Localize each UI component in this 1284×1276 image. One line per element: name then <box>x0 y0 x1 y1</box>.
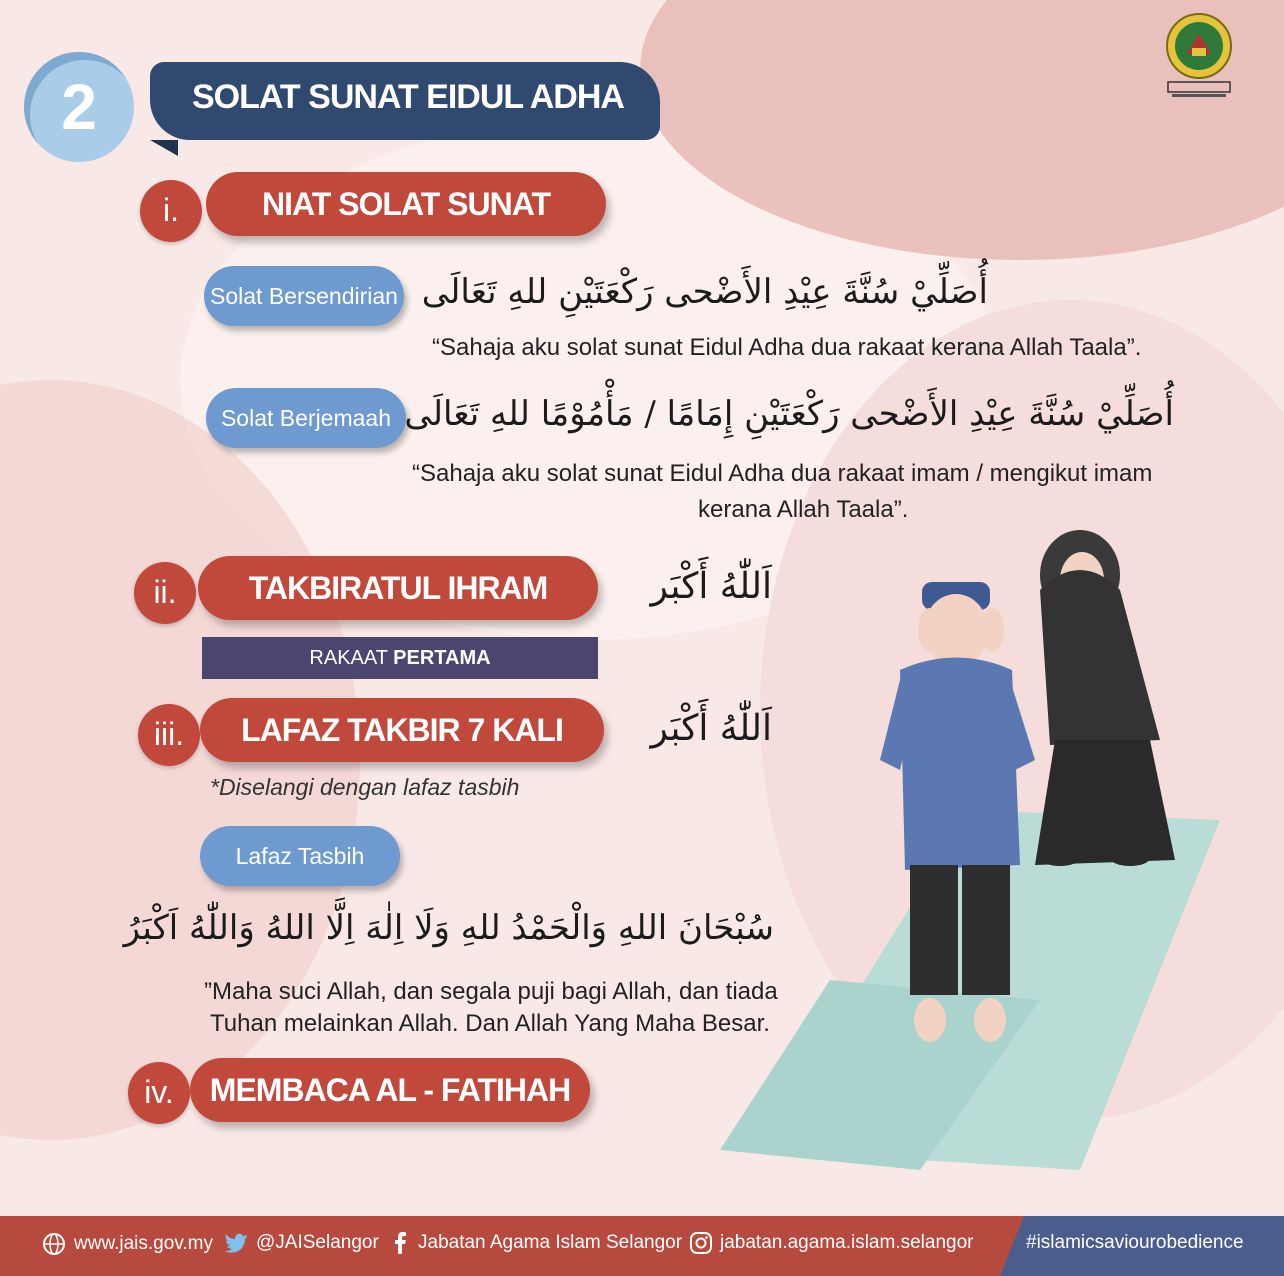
niat-sendirian-translation: “Sahaja aku solat sunat Eidul Adha dua rakaat kerana Allah Taala”. <box>432 334 1142 361</box>
step-numeral-i: i. <box>140 180 202 242</box>
facebook-icon <box>390 1232 410 1254</box>
footer-twitter-text: @JAISelangor <box>256 1232 379 1253</box>
section-number-badge <box>24 52 134 162</box>
step-label-niat: NIAT SOLAT SUNAT <box>206 172 606 236</box>
step-label-al-fatihah: MEMBACA AL - FATIHAH <box>190 1058 590 1122</box>
instagram-icon <box>690 1232 712 1254</box>
tasbih-note: *Diselangi dengan lafaz tasbih <box>210 774 520 800</box>
rakaat-prefix: RAKAAT <box>309 647 394 669</box>
niat-berjemaah-translation-1: “Sahaja aku solat sunat Eidul Adha dua rakaat imam / mengikut imam <box>412 460 1153 487</box>
footer-facebook-text: Jabatan Agama Islam Selangor <box>418 1232 683 1254</box>
tag-solat-bersendirian: Solat Bersendirian <box>204 266 404 326</box>
rakaat-pertama-bar <box>202 637 598 679</box>
footer-instagram[interactable] <box>690 1232 974 1254</box>
section-number: 2 <box>61 71 97 143</box>
tag-lafaz-tasbih: Lafaz Tasbih <box>200 826 400 886</box>
footer-website[interactable] <box>42 1232 213 1256</box>
tasbih-translation-2: Tuhan melainkan Allah. Dan Allah Yang Maha Besar. <box>210 1010 770 1037</box>
step-label-takbiratul-ihram: TAKBIRATUL IHRAM <box>198 556 598 620</box>
step-label-lafaz-takbir: LAFAZ TAKBIR 7 KALI <box>200 698 604 762</box>
footer-twitter[interactable] <box>224 1232 379 1254</box>
footer-facebook[interactable] <box>390 1232 682 1254</box>
niat-berjemaah-translation-2: kerana Allah Taala”. <box>698 496 909 523</box>
page-title: SOLAT SUNAT EIDUL ADHA <box>192 78 624 116</box>
praying-figures-illustration <box>700 480 1260 1180</box>
niat-berjemaah-arabic: أُصَلِّيْ سُنَّةَ عِيْدِ الأَضْحى رَكْعَتَيْنِ إِمَامًا / مَأْمُوْمًا للهِ تَعَالَى <box>404 394 1174 434</box>
tasbih-arabic: سُبْحَانَ اللهِ وَالْحَمْدُ للهِ وَلَا اِلٰهَ اِلَّا اللهُ وَاللّٰهُ اَكْبَرُ <box>123 908 774 948</box>
tag-solat-berjemaah: Solat Berjemaah <box>206 388 406 448</box>
jais-logo <box>1162 8 1236 100</box>
footer-instagram-text: jabatan.agama.islam.selangor <box>720 1232 974 1254</box>
footer-website-text: www.jais.gov.my <box>74 1233 214 1255</box>
tasbih-translation-1: ”Maha suci Allah, dan segala puji bagi Allah, dan tiada <box>204 978 778 1005</box>
niat-sendirian-arabic: أُصَلِّيْ سُنَّةَ عِيْدِ الأَضْحى رَكْعَتَيْنِ للهِ تَعَالَى <box>421 272 988 312</box>
step-numeral-iii: iii. <box>138 704 200 766</box>
twitter-icon <box>224 1233 248 1253</box>
footer-hashtag[interactable]: #islamicsaviourobedience <box>1026 1232 1244 1253</box>
rakaat-bold: PERTAMA <box>393 647 491 669</box>
step-numeral-ii: ii. <box>134 562 196 624</box>
takbir-arabic-2: اَللّٰهُ أَكْبَر <box>650 708 772 749</box>
globe-icon <box>42 1232 66 1256</box>
woman-figure <box>1035 530 1175 866</box>
step-numeral-iv: iv. <box>128 1062 190 1124</box>
takbir-arabic-1: اَللّٰهُ أَكْبَر <box>650 566 772 607</box>
